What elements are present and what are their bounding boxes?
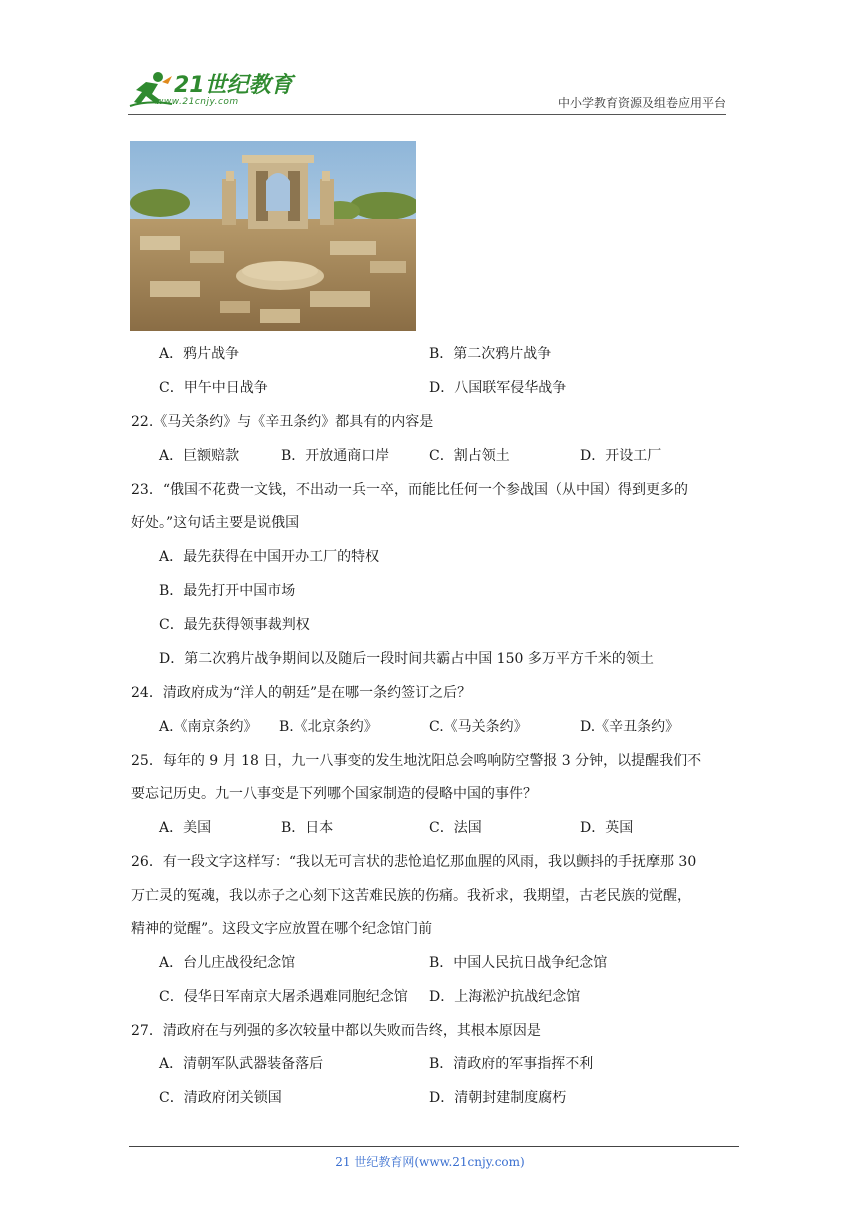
q26-stem-line1: 26．有一段文字这样写：“我以无可言状的悲怆追忆那血腥的风雨，我以颤抖的手抚摩那 30 xyxy=(131,854,697,870)
q21-option-d: D．八国联军侵华战争 xyxy=(429,380,567,396)
platform-name: 中小学教育资源及组卷应用平台 xyxy=(557,96,726,110)
q26-stem-line3: 精神的觉醒”。这段文字应放置在哪个纪念馆门前 xyxy=(131,921,433,937)
q25-option-b: B．日本 xyxy=(281,820,334,836)
q23-stem-line2: 好处。”这句话主要是说俄国 xyxy=(131,515,300,531)
q23-option-b: B．最先打开中国市场 xyxy=(159,583,296,599)
ruins-photo xyxy=(130,141,416,331)
footer-divider xyxy=(129,1146,739,1147)
q27-option-a: A．清朝军队武器装备落后 xyxy=(159,1056,324,1072)
q27-option-b: B．清政府的军事指挥不利 xyxy=(429,1056,594,1072)
q25-stem-line1: 25．每年的 9 月 18 日，九一八事变的发生地沈阳总会鸣响防空警报 3 分钟，以提醒我们不 xyxy=(131,753,702,769)
q25-stem-line2: 要忘记历史。九一八事变是下列哪个国家制造的侵略中国的事件？ xyxy=(131,786,537,802)
q26-stem-line2: 万亡灵的冤魂，我以赤子之心刻下这苦难民族的伤痛。我祈求，我期望，古老民族的觉醒， xyxy=(131,888,691,904)
q27-stem: 27．清政府在与列强的多次较量中都以失败而告终，其根本原因是 xyxy=(131,1023,541,1039)
q23-option-c: C．最先获得领事裁判权 xyxy=(159,617,310,633)
header-divider xyxy=(128,114,726,115)
ruins-image xyxy=(130,141,416,331)
logo-text: 21世纪教育 xyxy=(174,73,293,98)
q26-option-d: D．上海淞沪抗战纪念馆 xyxy=(429,989,581,1005)
q22-stem: 22.《马关条约》与《辛丑条约》都具有的内容是 xyxy=(131,414,434,430)
q26-option-a: A．台儿庄战役纪念馆 xyxy=(159,955,296,971)
q22-option-d: D．开设工厂 xyxy=(580,448,662,464)
q27-option-c: C．清政府闭关锁国 xyxy=(159,1090,282,1106)
q21-option-c: C．甲午中日战争 xyxy=(159,380,268,396)
q21-option-a: A．鸦片战争 xyxy=(159,346,240,362)
q25-option-a: A．美国 xyxy=(159,820,212,836)
q21-option-b: B．第二次鸦片战争 xyxy=(429,346,552,362)
logo-url: www.21cnjy.com xyxy=(156,97,239,107)
site-logo xyxy=(128,70,298,114)
q27-option-d: D．清朝封建制度腐朽 xyxy=(429,1090,567,1106)
q23-option-a: A．最先获得在中国开办工厂的特权 xyxy=(159,549,380,565)
q23-option-d: D．第二次鸦片战争期间以及随后一段时间共霸占中国 150 多万平方千米的领土 xyxy=(159,651,654,667)
q25-option-d: D．英国 xyxy=(580,820,634,836)
q24-option-a: A.《南京条约》 xyxy=(159,719,258,735)
q26-option-c: C．侵华日军南京大屠杀遇难同胞纪念馆 xyxy=(159,989,408,1005)
q23-stem-line1: 23．“俄国不花费一文钱，不出动一兵一卒，而能比任何一个参战国（从中国）得到更多的 xyxy=(131,482,688,498)
q22-option-c: C．割占领土 xyxy=(429,448,510,464)
q24-option-c: C.《马关条约》 xyxy=(429,719,528,735)
q24-option-b: B.《北京条约》 xyxy=(279,719,378,735)
footer-link[interactable]: 21 世纪教育网(www.21cnjy.com) xyxy=(335,1155,525,1169)
q22-option-b: B．开放通商口岸 xyxy=(281,448,390,464)
q24-stem: 24．清政府成为“洋人的朝廷”是在哪一条约签订之后？ xyxy=(131,685,472,701)
q22-option-a: A．巨额赔款 xyxy=(159,448,240,464)
q25-option-c: C．法国 xyxy=(429,820,482,836)
q26-option-b: B．中国人民抗日战争纪念馆 xyxy=(429,955,608,971)
q24-option-d: D.《辛丑条约》 xyxy=(580,719,680,735)
page-header xyxy=(128,64,726,116)
